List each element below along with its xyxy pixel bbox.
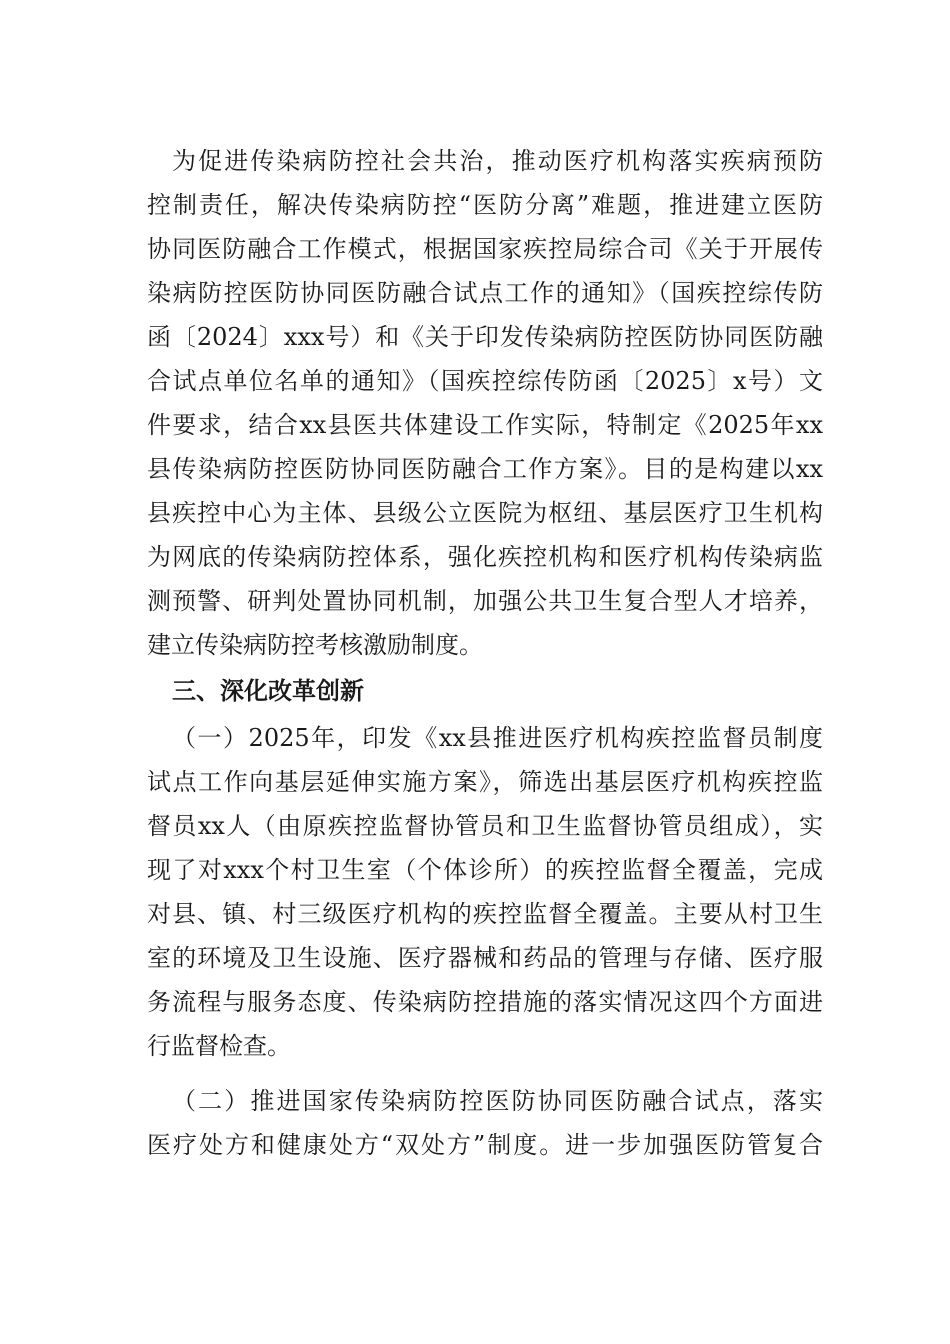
paragraph-1-line-1: 为促进传染病防控社会共治，推动医疗机构落实疾病预防: [172, 147, 823, 175]
paragraph-1-line-2: 控制责任，解决传染病防控“医防分离”难题，推进建立医防: [147, 191, 823, 219]
paragraph-3-line-2: 医疗处方和健康处方“双处方”制度。进一步加强医防管复合: [147, 1131, 823, 1159]
paragraph-2-line-3: 督员xx人（由原疾控监督协管员和卫生监督协管员组成），实: [147, 812, 823, 840]
paragraph-1-line-11: 测预警、研判处置协同机制，加强公共卫生复合型人才培养，: [147, 587, 823, 615]
paragraph-2-line-2: 试点工作向基层延伸实施方案》，筛选出基层医疗机构疾控监: [147, 768, 823, 796]
paragraph-2-line-4: 现了对xxx个村卫生室（个体诊所）的疾控监督全覆盖，完成: [147, 856, 823, 884]
paragraph-1-line-10: 为网底的传染病防控体系，强化疾控机构和医疗机构传染病监: [147, 543, 823, 571]
paragraph-3-line-1: （二）推进国家传染病防控医防协同医防融合试点，落实: [172, 1087, 823, 1115]
paragraph-1-line-5: 函〔2024〕xxx号）和《关于印发传染病防控医防协同医防融: [147, 323, 823, 351]
paragraph-2-line-7: 务流程与服务态度、传染病防控措施的落实情况这四个方面进: [147, 988, 823, 1016]
paragraph-1-line-6: 合试点单位名单的通知》（国疾控综传防函〔2025〕x号）文: [147, 367, 823, 395]
paragraph-2-line-5: 对县、镇、村三级医疗机构的疾控监督全覆盖。主要从村卫生: [147, 900, 823, 928]
paragraph-1-line-9: 县疾控中心为主体、县级公立医院为枢纽、基层医疗卫生机构: [147, 499, 823, 527]
paragraph-1-line-8: 县传染病防控医防协同医防融合工作方案》。目的是构建以xx: [147, 455, 823, 483]
paragraph-2-line-8: 行监督检查。: [147, 1032, 291, 1060]
paragraph-2-line-1: （一）2025年，印发《xx县推进医疗机构疾控监督员制度: [172, 724, 823, 752]
paragraph-1-line-12: 建立传染病防控考核激励制度。: [147, 631, 483, 659]
paragraph-1-line-4: 染病防控医防协同医防融合试点工作的通知》（国疾控综传防: [147, 279, 823, 307]
paragraph-1-line-7: 件要求，结合xx县医共体建设工作实际，特制定《2025年xx: [147, 411, 823, 439]
section-3-heading: 三、深化改革创新: [172, 677, 364, 705]
paragraph-2-line-6: 室的环境及卫生设施、医疗器械和药品的管理与存储、医疗服: [147, 944, 823, 972]
paragraph-1-line-3: 协同医防融合工作模式，根据国家疾控局综合司《关于开展传: [147, 235, 823, 263]
